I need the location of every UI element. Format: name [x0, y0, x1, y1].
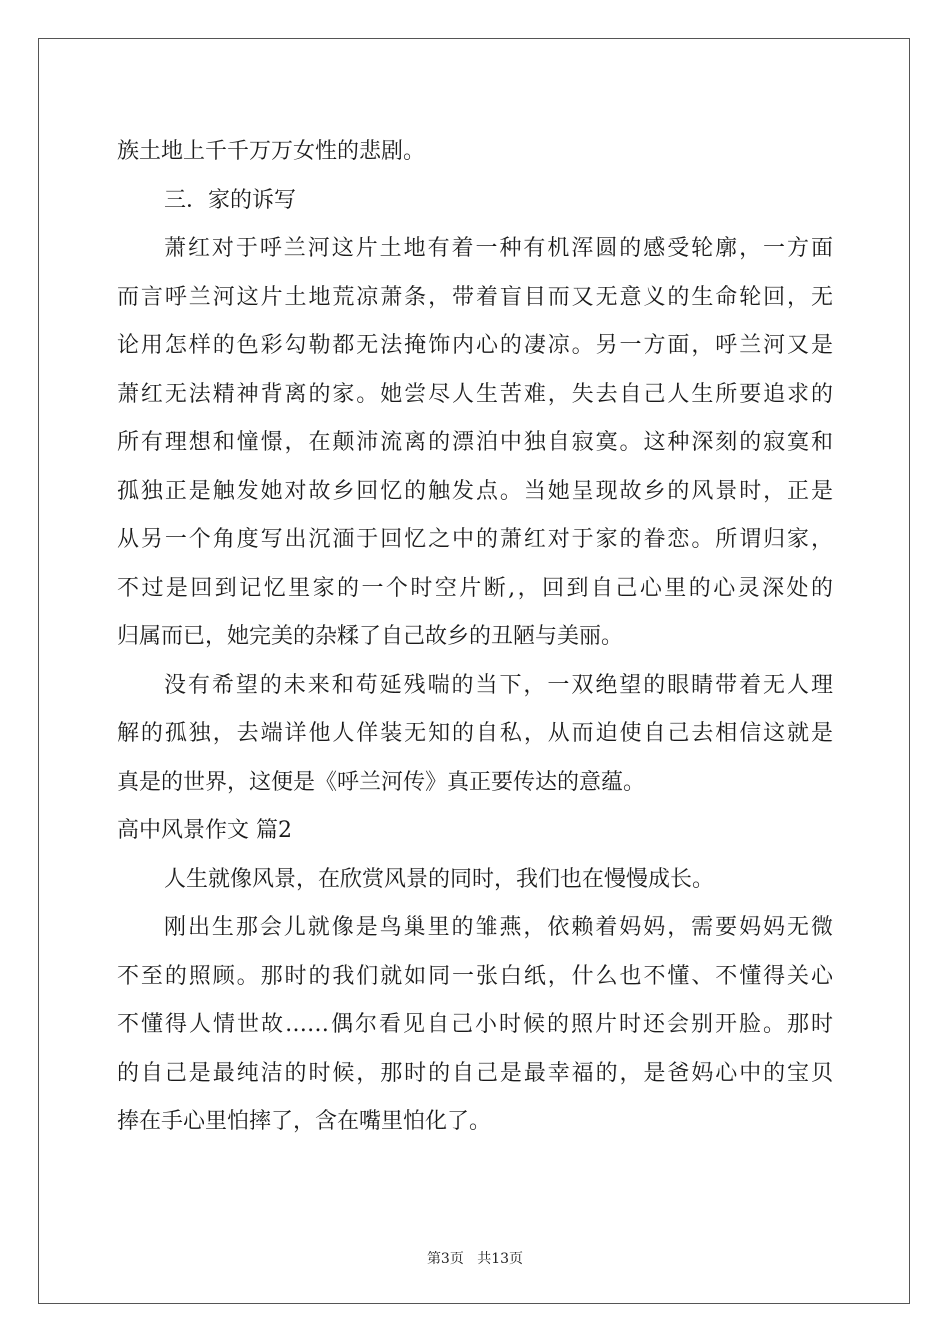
text-line: 人生就像风景，在欣赏风景的同时，我们也在慢慢成长。 [164, 866, 715, 892]
text-line: 刚出生那会儿就像是鸟巢里的雏燕，依赖着妈妈，需要妈妈无微 [164, 915, 833, 940]
text-line: 不懂得人情世故……偶尔看见自己小时候的照片时还会别开脸。那时 [117, 1012, 833, 1037]
text-line: 不过是回到记忆里家的一个时空片断,，回到自己心里的心灵深处的 [117, 575, 833, 601]
page-total: 共13页 [477, 1251, 524, 1267]
page-footer [0, 1248, 950, 1268]
text-line: 归属而已，她完美的杂糅了自己故乡的丑陋与美丽。 [117, 624, 624, 649]
text-line: 从另一个角度写出沉湎于回忆之中的萧红对于家的眷恋。所谓归家， [117, 527, 833, 552]
text-line: 萧红对于呼兰河这片土地有着一种有机浑圆的感受轮廓，一方面 [164, 236, 833, 261]
text-line: 解的孤独，去端详他人佯装无知的自私，从而迫使自己去相信这就是 [117, 721, 833, 746]
article-title: 高中风景作文 篇2 [117, 818, 292, 843]
text-line: 论用怎样的色彩勾勒都无法掩饰内心的凄凉。另一方面，呼兰河又是 [117, 333, 833, 358]
text-line: 的自己是最纯洁的时候，那时的自己是最幸福的，是爸妈心中的宝贝 [117, 1060, 833, 1086]
text-line: 真是的世界，这便是《呼兰河传》真正要传达的意蕴。 [117, 769, 646, 795]
text-line: 没有希望的未来和苟延残喘的当下，一双绝望的眼睛带着无人理 [164, 672, 833, 698]
text-line: 孤独正是触发她对故乡回忆的触发点。当她呈现故乡的风景时，正是 [117, 478, 833, 504]
text-line: 萧红无法精神背离的家。她尝尽人生苦难，失去自己人生所要追求的 [117, 381, 833, 407]
section-heading: 三．家的诉写 [164, 187, 297, 213]
text-line: 捧在手心里怕摔了，含在嘴里怕化了。 [117, 1109, 492, 1134]
text-line: 而言呼兰河这片土地荒凉萧条，带着盲目而又无意义的生命轮回，无 [117, 284, 833, 310]
page-number: 第3页 [426, 1251, 464, 1267]
text-line: 族土地上千千万万女性的悲剧。 [117, 139, 426, 164]
document-body [117, 128, 833, 1147]
text-line: 不至的照顾。那时的我们就如同一张白纸，什么也不懂、不懂得关心 [117, 963, 833, 989]
text-line: 所有理想和憧憬，在颠沛流离的漂泊中独自寂寞。这种深刻的寂寞和 [117, 430, 833, 455]
